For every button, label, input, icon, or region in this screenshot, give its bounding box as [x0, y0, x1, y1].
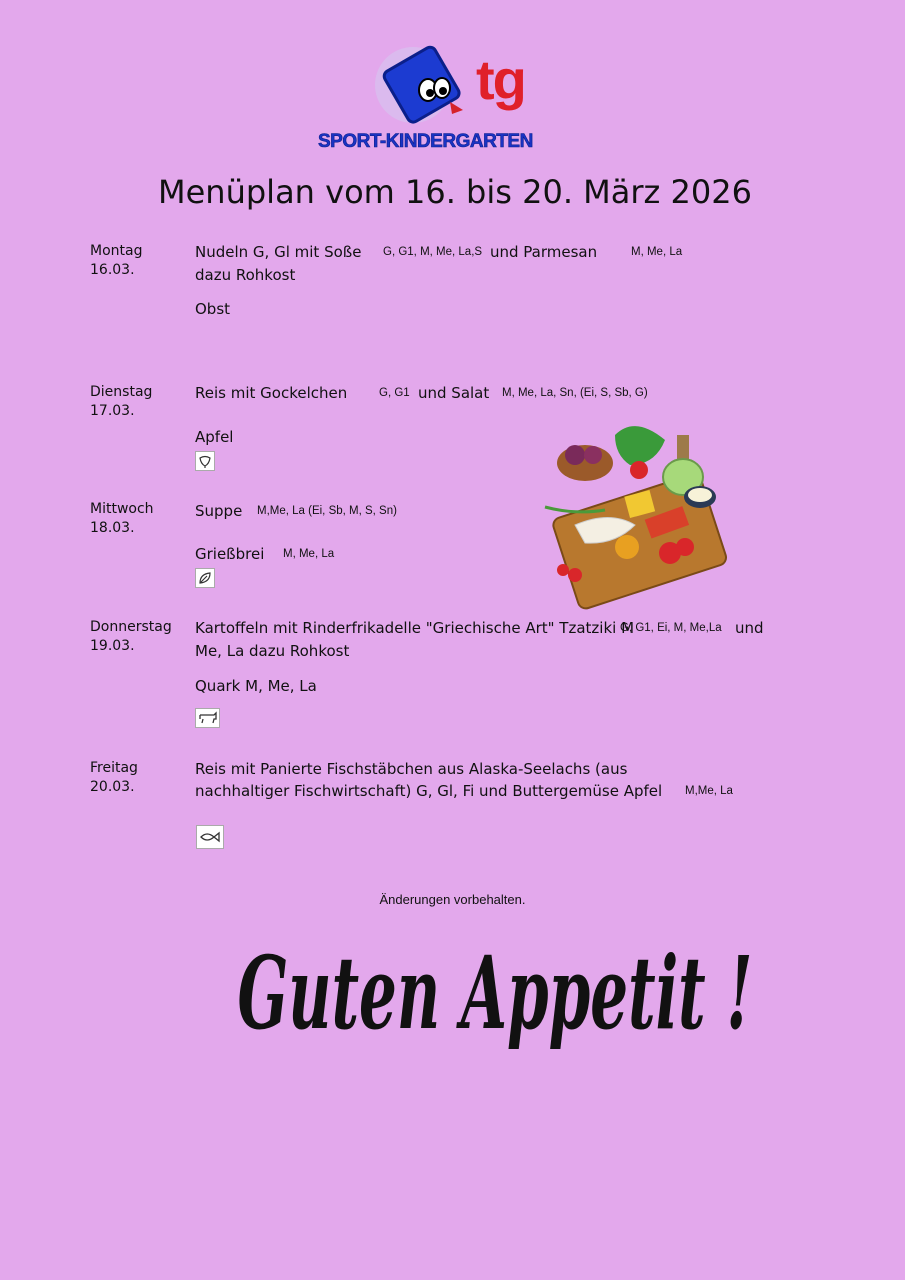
food-platter-icon	[535, 415, 735, 610]
day-date: 18.03.	[90, 520, 135, 536]
monday-cont-allergens: M, Me, La	[631, 246, 683, 258]
day-wednesday	[90, 500, 154, 538]
cow-icon	[195, 708, 220, 728]
thursday-allergens: G, G1, Ei, M, Me,La	[620, 622, 722, 634]
tuesday-cont-allergens: M, Me, La, Sn, (Ei, S, Sb, G)	[502, 387, 648, 399]
day-name: Donnerstag	[90, 619, 172, 635]
day-date: 20.03.	[90, 779, 135, 795]
day-name: Mittwoch	[90, 501, 154, 517]
page-title: Menüplan vom 16. bis 20. März 2026	[158, 173, 752, 211]
day-name: Dienstag	[90, 384, 153, 400]
monday-main-cont: und Parmesan	[490, 243, 598, 261]
thursday-main-cont: und	[735, 619, 764, 637]
thursday-dessert: Quark M, Me, La	[195, 677, 317, 695]
day-tuesday	[90, 383, 152, 421]
day-name: Montag	[90, 243, 143, 259]
friday-side: nachhaltiger Fischwirtschaft) G, Gl, Fi und Buttergemüse Apfel	[195, 782, 663, 800]
wednesday-main: Suppe	[195, 502, 243, 520]
changes-note: Änderungen vorbehalten.	[379, 892, 526, 907]
monday-dessert: Obst	[195, 300, 231, 318]
day-thursday	[90, 618, 172, 656]
fish-icon	[196, 825, 224, 849]
day-friday	[90, 759, 138, 797]
friday-allergens: M,Me, La	[685, 785, 733, 797]
monday-main: Nudeln G, Gl mit Soße	[195, 243, 362, 261]
tuesday-allergens: G, G1	[379, 387, 410, 399]
thursday-side: Me, La dazu Rohkost	[195, 642, 350, 660]
guten-appetit-heading	[230, 918, 760, 1058]
tuesday-dessert: Apfel	[195, 428, 234, 446]
tuesday-main: Reis mit Gockelchen	[195, 384, 348, 402]
wednesday-allergens: M,Me, La (Ei, Sb, M, S, Sn)	[257, 505, 397, 517]
monday-allergens: G, G1, M, Me, La,S	[383, 246, 483, 258]
day-date: 19.03.	[90, 638, 135, 654]
tuesday-main-cont: und Salat	[418, 384, 490, 402]
day-date: 16.03.	[90, 262, 135, 278]
monday-side: dazu Rohkost	[195, 266, 296, 284]
wednesday-dessert: Grießbrei	[195, 545, 265, 563]
day-monday	[90, 242, 142, 280]
day-date: 17.03.	[90, 403, 135, 419]
logo-tg-text: tg	[476, 48, 525, 111]
wednesday-dessert-allergens: M, Me, La	[283, 548, 335, 560]
greeting-text: Guten Appetit !	[237, 934, 753, 1052]
day-name: Freitag	[90, 760, 138, 776]
brand-name: SPORT-KINDERGARTEN	[318, 131, 533, 152]
chicken-icon	[195, 451, 215, 471]
leaf-icon	[195, 568, 215, 588]
thursday-main: Kartoffeln mit Rinderfrikadelle "Griechische Art" Tzatziki M	[195, 619, 635, 637]
friday-main: Reis mit Panierte Fischstäbchen aus Alaska-Seelachs (aus	[195, 760, 628, 778]
